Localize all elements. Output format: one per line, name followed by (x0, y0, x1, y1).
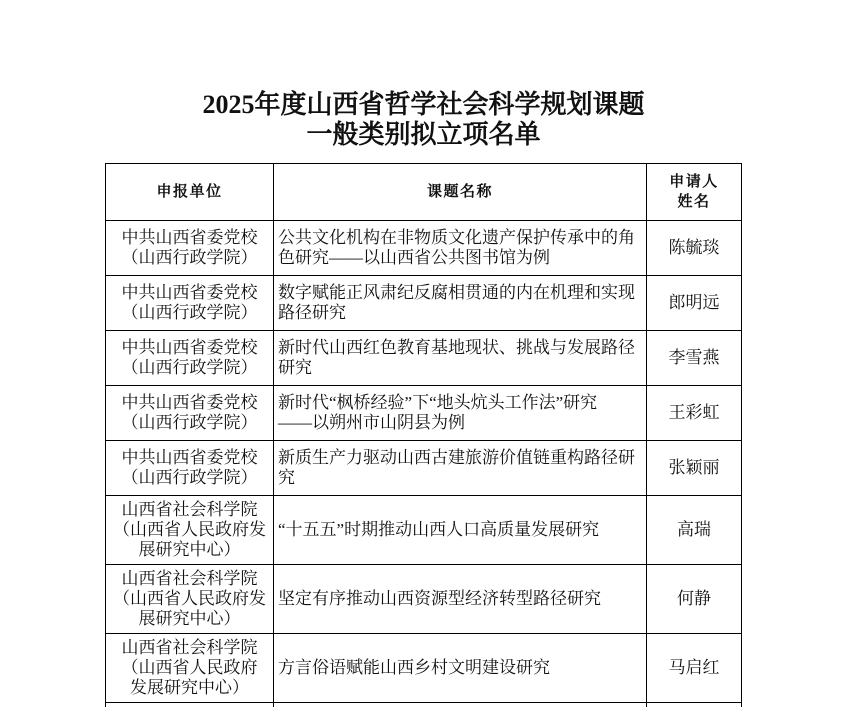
topic-line: 数字赋能正风肃纪反腐相贯通的内在机理和实现 (278, 283, 635, 302)
topic-cell (274, 276, 647, 331)
unit-line: 中共山西省委党校 (121, 228, 258, 247)
table-header-row (106, 164, 742, 221)
applicant-name: 高瑞 (677, 520, 711, 539)
unit-line: 发展研究中心） (130, 678, 249, 697)
header-label-unit: 申报单位 (156, 184, 223, 200)
header-cell-unit (106, 164, 274, 221)
applicant-name: 王彩虹 (668, 403, 720, 422)
applicant-name: 郎明远 (668, 293, 720, 312)
document-title (0, 90, 847, 150)
topic-line: 路径研究 (278, 303, 346, 322)
table-row (106, 565, 742, 634)
topic-line: 研究 (278, 358, 312, 377)
topic-line: “十五五”时期推动山西人口高质量发展研究 (278, 520, 600, 539)
applicant-cell (647, 221, 742, 276)
header-cell-applicant (647, 164, 742, 221)
topic-line: 究 (278, 468, 295, 487)
topic-line: 新时代山西红色教育基地现状、挑战与发展路径 (278, 338, 635, 357)
unit-cell (106, 276, 274, 331)
continuation-cell-topic (274, 703, 647, 707)
applicant-name: 马启红 (668, 658, 720, 677)
topic-cell (274, 634, 647, 703)
topic-line: 公共文化机构在非物质文化遗产保护传承中的角 (278, 228, 635, 247)
unit-line: （山西行政学院） (121, 248, 258, 267)
table-row (106, 441, 742, 496)
unit-cell (106, 496, 274, 565)
applicant-name: 陈毓琰 (668, 238, 720, 257)
header-label-applicant-line-2: 姓名 (677, 194, 711, 210)
applicant-name: 何静 (677, 589, 711, 608)
unit-line: （山西行政学院） (121, 303, 258, 322)
document-title-line-2: 一般类别拟立项名单 (306, 120, 541, 149)
topic-cell (274, 441, 647, 496)
topic-cell (274, 221, 647, 276)
continuation-cell-unit (106, 703, 274, 707)
applicant-cell (647, 565, 742, 634)
unit-line: 中共山西省委党校 (121, 283, 258, 302)
unit-line: 中共山西省委党校 (121, 393, 258, 412)
unit-line: 中共山西省委党校 (121, 338, 258, 357)
topic-line: 新时代“枫桥经验”下“地头炕头工作法”研究 (278, 393, 598, 412)
topic-line: 方言俗语赋能山西乡村文明建设研究 (278, 658, 550, 677)
continuation-cell-applicant (647, 703, 742, 707)
table-body-continuation (106, 703, 742, 707)
topic-line: ——以朔州市山阴县为例 (278, 413, 465, 432)
unit-line: （山西行政学院） (121, 358, 258, 377)
unit-line: （山西省人民政府发 (113, 520, 266, 539)
table-row-continuation (106, 703, 742, 707)
topic-cell (274, 565, 647, 634)
topic-line: 新质生产力驱动山西古建旅游价值链重构路径研 (278, 448, 635, 467)
applicant-cell (647, 276, 742, 331)
unit-line: 山西省社会科学院 (121, 500, 258, 519)
topic-cell (274, 331, 647, 386)
table-row (106, 221, 742, 276)
table-row (106, 386, 742, 441)
unit-line: （山西省人民政府发 (113, 589, 266, 608)
unit-line: （山西行政学院） (121, 413, 258, 432)
table-row (106, 634, 742, 703)
topic-line: 色研究——以山西省公共图书馆为例 (278, 248, 550, 267)
topic-cell (274, 386, 647, 441)
unit-line: 山西省社会科学院 (121, 569, 258, 588)
applicant-name: 李雪燕 (668, 348, 720, 367)
document-title-line-1: 2025年度山西省哲学社会科学规划课题 (202, 90, 645, 119)
applicant-name: 张颖丽 (668, 458, 720, 477)
unit-line: （山西省人民政府 (121, 658, 258, 677)
unit-cell (106, 634, 274, 703)
table-row (106, 331, 742, 386)
project-list-table (105, 163, 742, 707)
unit-line: 中共山西省委党校 (121, 448, 258, 467)
table-body (106, 221, 742, 703)
table-row (106, 496, 742, 565)
applicant-cell (647, 386, 742, 441)
header-cell-topic (274, 164, 647, 221)
unit-line: （山西行政学院） (121, 468, 258, 487)
unit-cell (106, 331, 274, 386)
applicant-cell (647, 634, 742, 703)
unit-line: 山西省社会科学院 (121, 638, 258, 657)
header-label-topic: 课题名称 (426, 184, 493, 200)
unit-line: 展研究中心） (138, 609, 241, 628)
unit-cell (106, 441, 274, 496)
unit-cell (106, 386, 274, 441)
header-label-applicant-line-1: 申请人 (669, 174, 719, 190)
applicant-cell (647, 331, 742, 386)
applicant-cell (647, 441, 742, 496)
unit-cell (106, 221, 274, 276)
unit-line: 展研究中心） (138, 540, 241, 559)
topic-cell (274, 496, 647, 565)
table-row (106, 276, 742, 331)
applicant-cell (647, 496, 742, 565)
unit-cell (106, 565, 274, 634)
topic-line: 坚定有序推动山西资源型经济转型路径研究 (278, 589, 601, 608)
